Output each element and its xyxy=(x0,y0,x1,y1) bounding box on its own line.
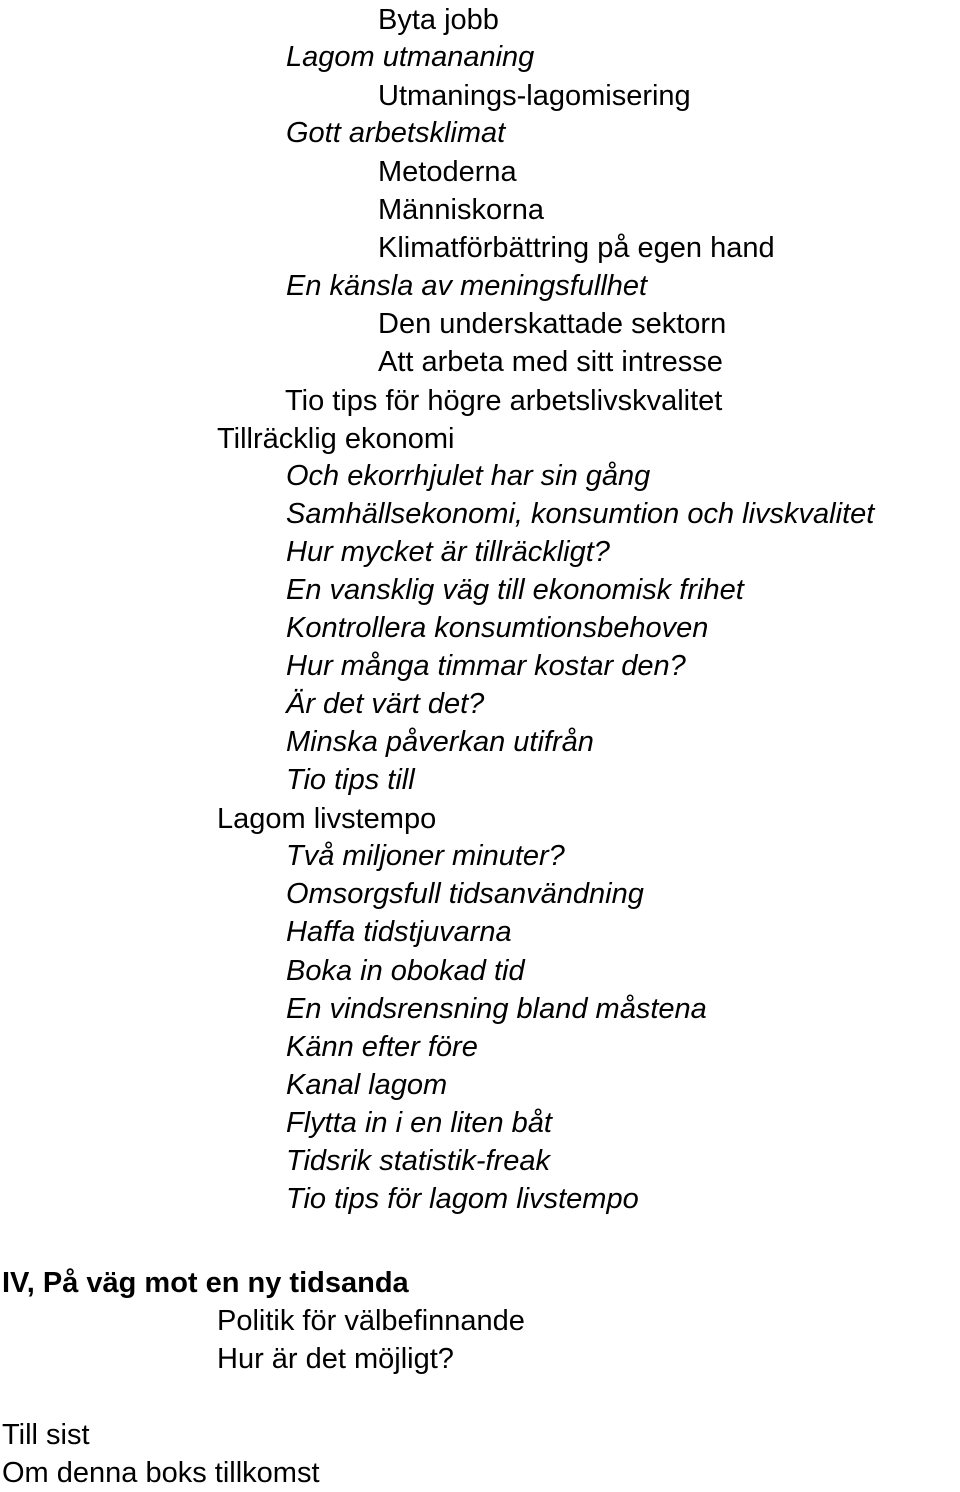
toc-entry: Känn efter före xyxy=(286,1031,478,1063)
toc-entry: Lagom livstempo xyxy=(217,803,437,835)
toc-entry: En vindsrensning bland måstena xyxy=(286,993,707,1025)
toc-entry: Lagom utmananing xyxy=(286,41,535,73)
toc-entry: Omsorgsfull tidsanvändning xyxy=(286,878,644,910)
toc-entry: Att arbeta med sitt intresse xyxy=(378,346,723,378)
toc-entry: Tidsrik statistik-freak xyxy=(286,1145,551,1177)
toc-entry: Samhällsekonomi, konsumtion och livskvalitet xyxy=(286,498,875,530)
toc-entry: Om denna boks tillkomst xyxy=(2,1457,320,1489)
toc-entry: Gott arbetsklimat xyxy=(286,117,506,149)
toc-entry: Klimatförbättring på egen hand xyxy=(378,232,775,264)
toc-entry: Hur är det möjligt? xyxy=(217,1343,454,1375)
toc-entry: Metoderna xyxy=(378,156,517,188)
toc-entry: Flytta in i en liten båt xyxy=(286,1107,552,1139)
toc-entry: Byta jobb xyxy=(378,4,499,36)
toc-entry: Kanal lagom xyxy=(286,1069,448,1101)
toc-entry: Minska påverkan utifrån xyxy=(286,726,594,758)
toc-entry: Politik för välbefinnande xyxy=(217,1305,525,1337)
toc-entry: En känsla av meningsfullhet xyxy=(286,270,648,302)
toc-entry: Den underskattade sektorn xyxy=(378,308,727,340)
toc-entry: Är det värt det? xyxy=(286,688,485,720)
toc-part-heading: IV, På väg mot en ny tidsanda xyxy=(2,1267,409,1299)
toc-entry: Till sist xyxy=(2,1419,90,1451)
toc-entry: Tio tips för högre arbetslivskvalitet xyxy=(285,385,723,417)
toc-entry: Tillräcklig ekonomi xyxy=(217,423,455,455)
toc-entry: Hur mycket är tillräckligt? xyxy=(286,536,610,568)
toc-entry: En vansklig väg till ekonomisk frihet xyxy=(286,574,744,606)
toc-entry: Människorna xyxy=(378,194,545,226)
toc-entry: Kontrollera konsumtionsbehoven xyxy=(286,612,709,644)
toc-entry: Tio tips till xyxy=(286,764,415,796)
toc-entry: Boka in obokad tid xyxy=(286,955,525,987)
toc-entry: Tio tips för lagom livstempo xyxy=(286,1183,639,1215)
toc-entry: Haffa tidstjuvarna xyxy=(286,916,512,948)
toc-entry: Hur många timmar kostar den? xyxy=(286,650,686,682)
toc-entry: Och ekorrhjulet har sin gång xyxy=(286,460,651,492)
toc-entry: Två miljoner minuter? xyxy=(286,840,565,872)
toc-entry: Utmanings-lagomisering xyxy=(378,80,691,112)
